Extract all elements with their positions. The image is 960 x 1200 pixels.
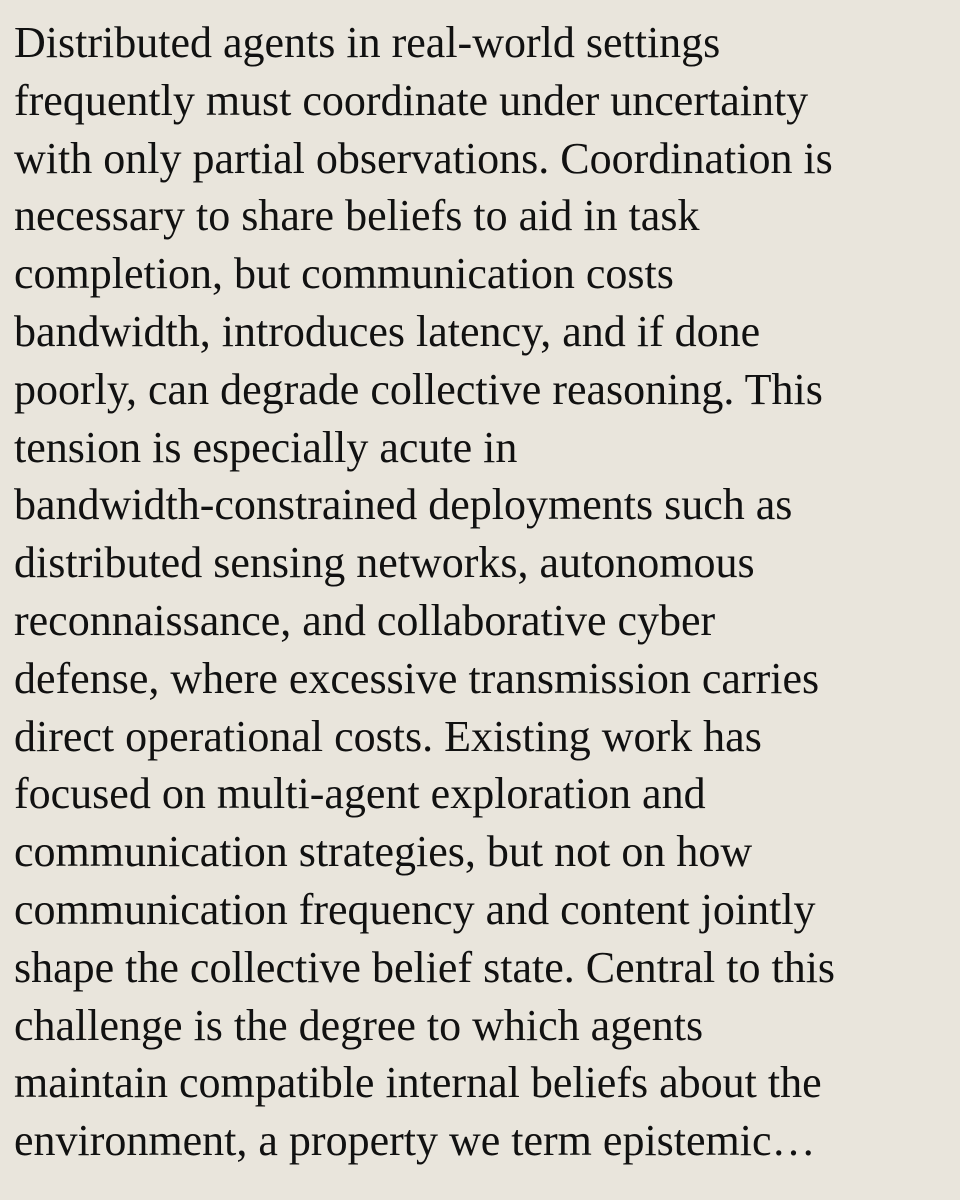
text-line-19: maintain compatible internal beliefs about the <box>14 1058 822 1108</box>
text-line-6: bandwidth, introduces latency, and if done <box>14 306 761 356</box>
text-line-12: defense, where excessive transmission carries <box>14 653 820 703</box>
text-line-2: frequently must coordinate under uncertainty <box>14 75 809 125</box>
text-line-11: reconnaissance, and collaborative cyber <box>14 595 716 645</box>
text-line-20: environment, a property we term epistemic… <box>14 1116 816 1166</box>
text-line-14: focused on multi-agent exploration and <box>14 769 706 819</box>
text-line-7: poorly, can degrade collective reasoning. This <box>14 364 823 414</box>
text-line-5: completion, but communication costs <box>14 249 674 299</box>
text-line-17: shape the collective belief state. Central to this <box>14 942 836 992</box>
text-line-13: direct operational costs. Existing work has <box>14 711 762 761</box>
text-line-8: tension is especially acute in <box>14 422 518 472</box>
text-line-4: necessary to share beliefs to aid in task <box>14 191 700 241</box>
text-line-15: communication strategies, but not on how <box>14 827 753 877</box>
text-line-16: communication frequency and content jointly <box>14 884 816 934</box>
abstract-paragraph <box>14 14 960 1170</box>
text-line-3: with only partial observations. Coordination is <box>14 133 833 183</box>
text-line-18: challenge is the degree to which agents <box>14 1000 704 1050</box>
text-line-9: bandwidth-constrained deployments such as <box>14 480 793 530</box>
text-line-1: Distributed agents in real-world settings <box>14 18 721 67</box>
text-line-10: distributed sensing networks, autonomous <box>14 538 755 588</box>
